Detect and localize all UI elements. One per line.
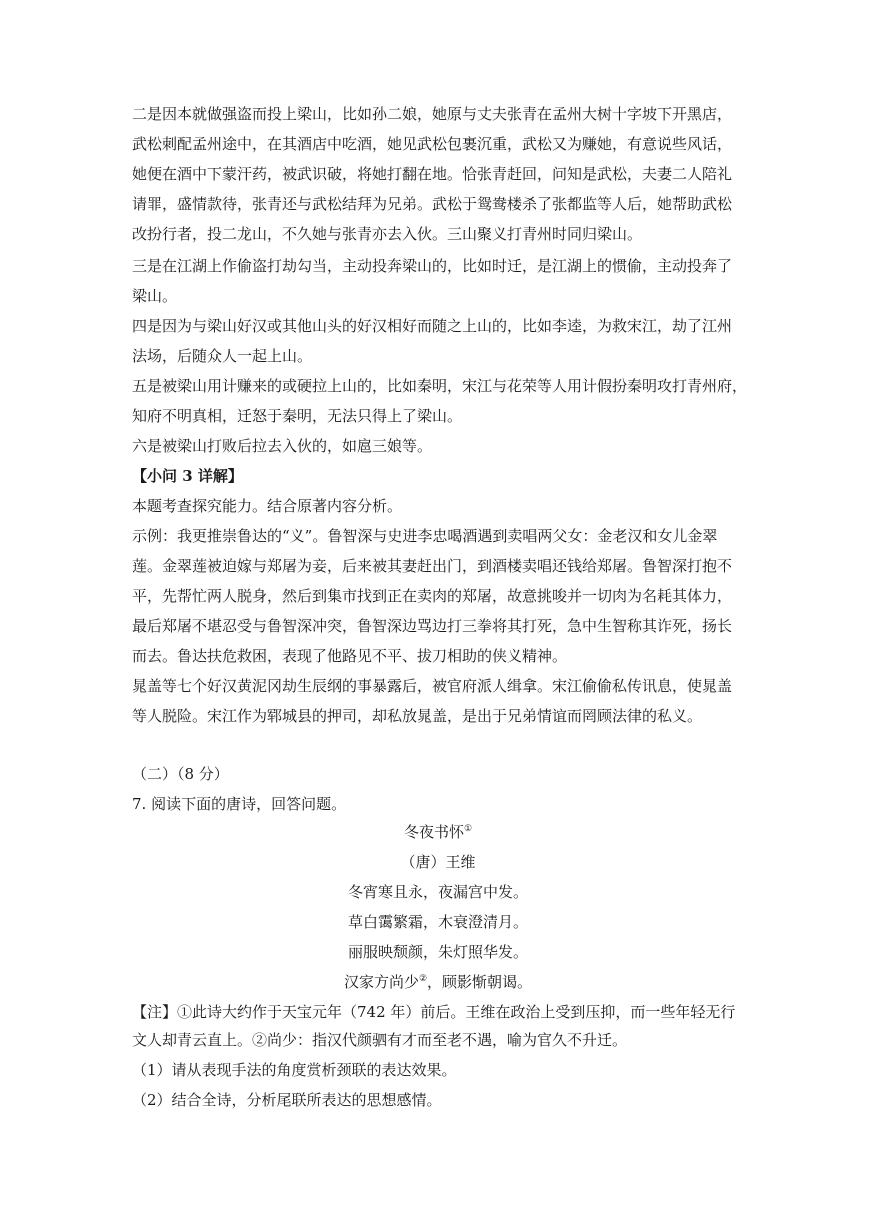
poem-line: 汉家方尚少②，顾影惭朝谒。 [343, 973, 533, 991]
text-line: 示例：我更推崇鲁达的“义”。鲁智深与史进李忠喝酒遇到卖唱两父女：金老汉和女儿金翠 [132, 527, 718, 545]
part-label: （二）（8 分） [132, 765, 229, 783]
text-line: 法场，后随众人一起上山。 [132, 347, 313, 365]
poem-line: 草白霭繁霜，木衰澄清月。 [347, 913, 528, 931]
question-title: 7. 阅读下面的唐诗，回答问题。 [132, 795, 347, 813]
poem-line: 冬宵寒且永，夜漏宫中发。 [347, 883, 528, 901]
poem-title: 冬夜书怀① [403, 823, 473, 841]
text-line: 本题考查探究能力。结合原著内容分析。 [132, 497, 403, 515]
poem-author: （唐）王维 [400, 853, 476, 871]
text-line: 三是在江湖上作偷盗打劫勾当，主动投奔梁山的，比如时迁，是江湖上的惯偷，主动投奔了 [132, 257, 733, 275]
section-heading: 【小问 3 详解】 [132, 467, 243, 485]
text-line: 五是被梁山用计赚来的或硬拉上山的，比如秦明，宋江与花荣等人用计假扮秦明攻打青州府， [132, 377, 748, 395]
footnote-marker: ① [463, 824, 473, 834]
text-line: 等人脱险。宋江作为郓城县的押司，却私放晁盖，是出于兄弟情谊而罔顾法律的私义。 [132, 707, 703, 725]
text-line: 最后郑屠不堪忍受与鲁智深冲突，鲁智深边骂边打三拳将其打死，急中生智称其诈死，扬长 [132, 617, 733, 635]
text-line: 四是因为与梁山好汉或其他山头的好汉相好而随之上山的，比如李逵，为救宋江，劫了江州 [132, 317, 733, 335]
text-line: 梁山。 [132, 287, 178, 305]
poem-line: 丽服映颓颜，朱灯照华发。 [347, 943, 528, 961]
text-line: 改扮行者，投二龙山，不久她与张青亦去入伙。三山聚义打青州时同归梁山。 [132, 225, 643, 243]
text-line: 二是因本就做强盗而投上梁山，比如孙二娘，她原与丈夫张青在孟州大树十字坡下开黑店， [132, 105, 733, 123]
note-line: 文人却青云直上。②尚少：指汉代颜驷有才而至老不遇，喻为官久不升迁。 [132, 1031, 628, 1049]
text-line: 平，先帮忙两人脱身，然后到集市找到正在卖肉的郑屠，故意挑唆并一切肉为名耗其体力， [132, 587, 733, 605]
text-line: 而去。鲁达扶危救困，表现了他路见不平、拔刀相助的侠义精神。 [132, 647, 568, 665]
text-line: 晁盖等七个好汉黄泥冈劫生辰纲的事暴露后，被官府派人缉拿。宋江偷偷私传讯息，使晁盖 [132, 677, 733, 695]
footnote-marker: ② [418, 974, 428, 984]
text-line: 莲。金翠莲被迫嫁与郑屠为妾，后来被其妻赶出门，到酒楼卖唱还钱给郑屠。鲁智深打抱不 [132, 557, 733, 575]
text-line: 武松刺配孟州途中，在其酒店中吃酒，她见武松包裹沉重，武松又为赚她，有意说些风话， [132, 135, 733, 153]
note-line: 【注】①此诗大约作于天宝元年（742 年）前后。王维在政治上受到压抑，而一些年轻无行 [132, 1003, 736, 1021]
text-line: 她便在酒中下蒙汗药，被武识破，将她打翻在地。恰张青赶回，问知是武松，夫妻二人陪礼 [132, 165, 733, 183]
text-line: 请罪，盛情款待，张青还与武松结拜为兄弟。武松于鸳鸯楼杀了张都监等人后，她帮助武松 [132, 195, 733, 213]
sub-question: （2）结合全诗，分析尾联所表达的思想感情。 [132, 1091, 442, 1109]
text-line: 知府不明真相，迁怒于秦明，无法只得上了梁山。 [132, 407, 463, 425]
sub-question: （1）请从表现手法的角度赏析颈联的表达效果。 [132, 1061, 457, 1079]
text-line: 六是被梁山打败后拉去入伙的，如扈三娘等。 [132, 437, 433, 455]
